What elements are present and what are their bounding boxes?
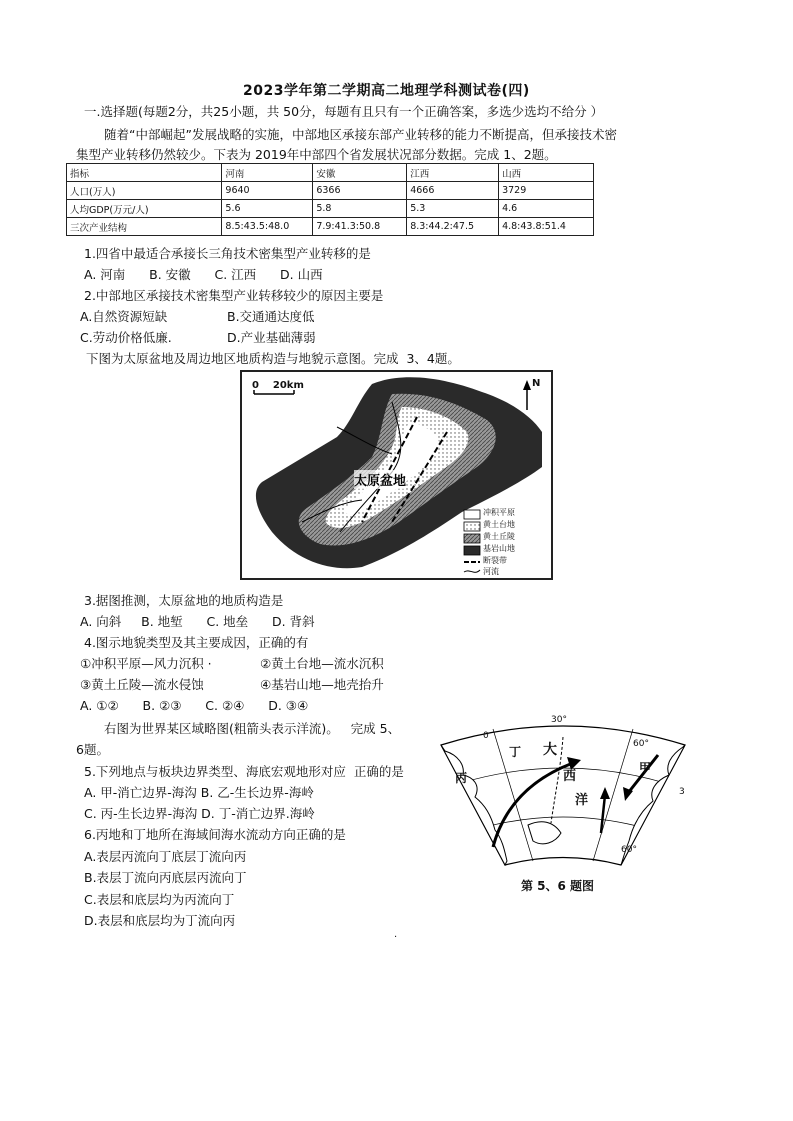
table-cell: 安徽 [313,164,407,182]
data-table [66,163,594,236]
table-cell: 8.5:43.5:48.0 [222,218,313,236]
basin-label: 太原盆地 [354,470,406,489]
table-cell: 7.9:41.3:50.8 [313,218,407,236]
legend-swatch [464,546,480,555]
question-6: 6.丙地和丁地所在海域间海水流动方向正确的是 [84,827,346,842]
legend-label: 河流 [483,567,499,576]
table-cell: 3729 [499,182,594,200]
table-cell: 8.3:44.2:47.5 [407,218,499,236]
question-2-option-d: D.产业基础薄弱 [227,330,316,345]
legend-swatch [464,510,480,519]
table-cell: 江西 [407,164,499,182]
question-5: 5.下列地点与板块边界类型、海底宏观地形对应 正确的是 [84,764,404,779]
question-2-option-a: A.自然资源短缺 [80,309,168,324]
place-label-ding: 丁 [509,745,522,759]
question-4-statement-1: ①冲积平原—风力沉积 · [80,656,212,671]
table-header-row [67,164,594,182]
question-1: 1.四省中最适合承接长三角技术密集型产业转移的是 [84,246,371,261]
question-4-options: A. ①② B. ②③ C. ②④ D. ③④ [80,698,309,713]
table-cell: 指标 [67,164,222,182]
intro-3-line-2: 6题。 [76,742,109,757]
lon-label-0: 0 [483,731,489,741]
world-region-map [433,715,693,895]
table-cell: 4666 [407,182,499,200]
table-cell: 4.8:43.8:51.4 [499,218,594,236]
table-cell: 河南 [222,164,313,182]
question-2-option-c: C.劳动价格低廉. [80,330,172,345]
section-heading: 一.选择题(每题2分，共25小题，共 50分，每题有且只有一个正确答案，多选少选均不给分 ） [84,104,604,119]
intro-2: 下图为太原盆地及周边地区地质构造与地貌示意图。完成 3、4题。 [86,351,460,366]
place-label-bing: 丙 [455,771,468,785]
intro-1-line-1: 随着“中部崛起”发展战略的实施，中部地区承接东部产业转移的能力不断提高，但承接技术密 [104,127,617,142]
question-6-option-d: D.表层和底层均为丁流向丙 [84,913,236,928]
table-row [67,182,594,200]
question-6-option-b: B.表层丁流向丙底层丙流向丁 [84,870,247,885]
question-2-option-b: B.交通通达度低 [227,309,315,324]
question-5-options-cd: C. 丙-生长边界-海沟 D. 丁-消亡边界.海岭 [84,806,315,821]
lat-label-3: 3 [679,787,685,797]
legend-swatch [464,570,480,572]
legend-label: 基岩山地 [483,544,515,553]
place-label-yang: 洋 [575,793,589,808]
footer-mark: · [394,932,398,943]
question-4-statement-4: ④基岩山地—地壳抬升 [260,677,384,692]
table-row [67,218,594,236]
question-3-options: A. 向斜 B. 地堑 C. 地垒 D. 背斜 [80,614,315,629]
north-label: N [532,378,541,389]
taiyuan-basin-map [240,370,553,580]
legend-label: 黄土丘陵 [483,532,515,541]
question-1-options: A. 河南 B. 安徽 C. 江西 D. 山西 [84,267,323,282]
table-cell: 4.6 [499,200,594,218]
question-4-statement-3: ③黄土丘陵—流水侵蚀 [80,677,204,692]
table-cell: 9640 [222,182,313,200]
legend-label: 黄土台地 [483,520,515,529]
question-5-options-ab: A. 甲-消亡边界-海沟 B. 乙-生长边界-海岭 [84,785,314,800]
place-label-xi: 西 [563,769,577,784]
table-cell: 人口(万人) [67,182,222,200]
legend-label: 冲积平原 [483,508,515,517]
lat-label-60: 60° [621,845,637,855]
table-cell: 三次产业结构 [67,218,222,236]
legend-swatch [464,522,480,531]
question-6-option-c: C.表层和底层均为丙流向丁 [84,892,235,907]
table-cell: 山西 [499,164,594,182]
scale-label: 0 20km [252,380,304,391]
lon-label-60: 60° [633,739,649,749]
legend-label: 断裂带 [483,556,507,565]
question-6-option-a: A.表层丙流向丁底层丁流向丙 [84,849,247,864]
intro-3-line-1: 右图为世界某区域略图(粗箭头表示洋流)。 完成 5、 [104,721,401,736]
place-label-jia: 甲 [639,761,652,775]
table-cell: 5.8 [313,200,407,218]
figure-caption: 第 5、6 题图 [521,879,595,893]
table-cell: 人均GDP(万元/人) [67,200,222,218]
table-cell: 5.6 [222,200,313,218]
table-cell: 6366 [313,182,407,200]
table-row [67,200,594,218]
intro-1-line-2: 集型产业转移仍然较少。下表为 2019年中部四个省发展状况部分数据。完成 1、2题。 [76,147,557,162]
legend-swatch [464,534,480,543]
ocean-current-map-figure [433,715,693,880]
place-label-da: 大 [543,742,557,758]
lat-label-30: 30° [551,715,567,725]
question-2: 2.中部地区承接技术密集型产业转移较少的原因主要是 [84,288,384,303]
question-4-statement-2: ②黄土台地—流水沉积 [260,656,384,671]
question-3: 3.据图推测，太原盆地的地质构造是 [84,593,284,608]
north-arrow-icon [523,380,531,410]
table-cell: 5.3 [407,200,499,218]
page-title: 2023学年第二学期高二地理学科测试卷(四) [243,83,530,99]
question-4: 4.图示地貌类型及其主要成因，正确的有 [84,635,309,650]
